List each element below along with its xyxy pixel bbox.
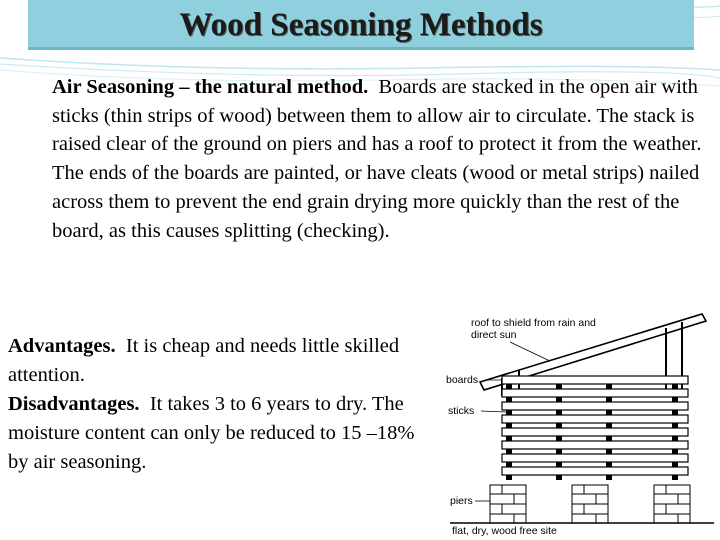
title-bar [28,0,694,50]
board [502,441,688,449]
disadvantages-label: Disadvantages. [8,393,140,415]
stick [506,410,512,415]
board [502,467,688,475]
pros-cons-section [8,332,438,477]
stick [506,423,512,428]
intro-text: Boards are stacked in the open air with sticks (thin strips of wood) between them to allow air to circulate. The stack is raised clear of the ground on piers and has a roof to protect it from the weather. [52,76,702,156]
intro-paragraph [52,73,702,159]
stick [556,410,562,415]
boards-label: boards [446,374,479,386]
stick [556,462,562,467]
sticks-label: sticks [448,405,475,417]
air-seasoning-stack-diagram [440,312,718,538]
stick [606,462,612,467]
stick [606,436,612,441]
stick [506,462,512,467]
stick [672,475,678,480]
stick [606,423,612,428]
roof-leader-line [510,342,552,362]
stick [672,449,678,454]
stick [672,397,678,402]
page-title: Wood Seasoning Methods [179,7,543,43]
stick [556,475,562,480]
stick [506,397,512,402]
board [502,376,688,384]
disadvantages-paragraph [8,390,438,477]
sticks-leader-line [481,411,506,412]
stick [556,449,562,454]
end-treatment-paragraph: The ends of the boards are painted, or have cleats (wood or metal strips) nailed across them to prevent the end grain drying more quickly than the rest of the board, as this causes splitting (checking). [52,162,700,242]
roof-label-line2: direct sun [471,329,517,341]
piers [490,485,690,523]
disadvantages-text: It takes 3 to 6 years to dry. The moisture content can only be reduced to 15 –18% by air seasoning. [8,393,415,473]
stick [556,384,562,389]
stick [606,449,612,454]
stick [506,449,512,454]
roof-label-line1: roof to shield from rain and [471,317,596,329]
board-stack [502,376,688,475]
stick [672,462,678,467]
advantages-label: Advantages. [8,335,116,357]
stick [606,397,612,402]
board [502,454,688,462]
ground-label: flat, dry, wood free site [452,525,557,537]
stick [556,423,562,428]
stick [606,410,612,415]
stick [506,384,512,389]
stick [672,423,678,428]
stick [606,384,612,389]
stick [506,436,512,441]
piers-label: piers [450,495,473,507]
board [502,428,688,436]
intro-heading: Air Seasoning – the natural method. [52,76,369,98]
board [502,402,688,410]
stick [672,410,678,415]
stick [556,397,562,402]
advantages-text: It is cheap and needs little skilled attention. [8,335,400,386]
board [502,415,688,423]
stick [606,475,612,480]
stick [506,475,512,480]
advantages-paragraph [8,332,438,390]
stick [672,436,678,441]
stick [556,436,562,441]
stick [672,384,678,389]
air-seasoning-description [52,73,702,245]
board [502,389,688,397]
